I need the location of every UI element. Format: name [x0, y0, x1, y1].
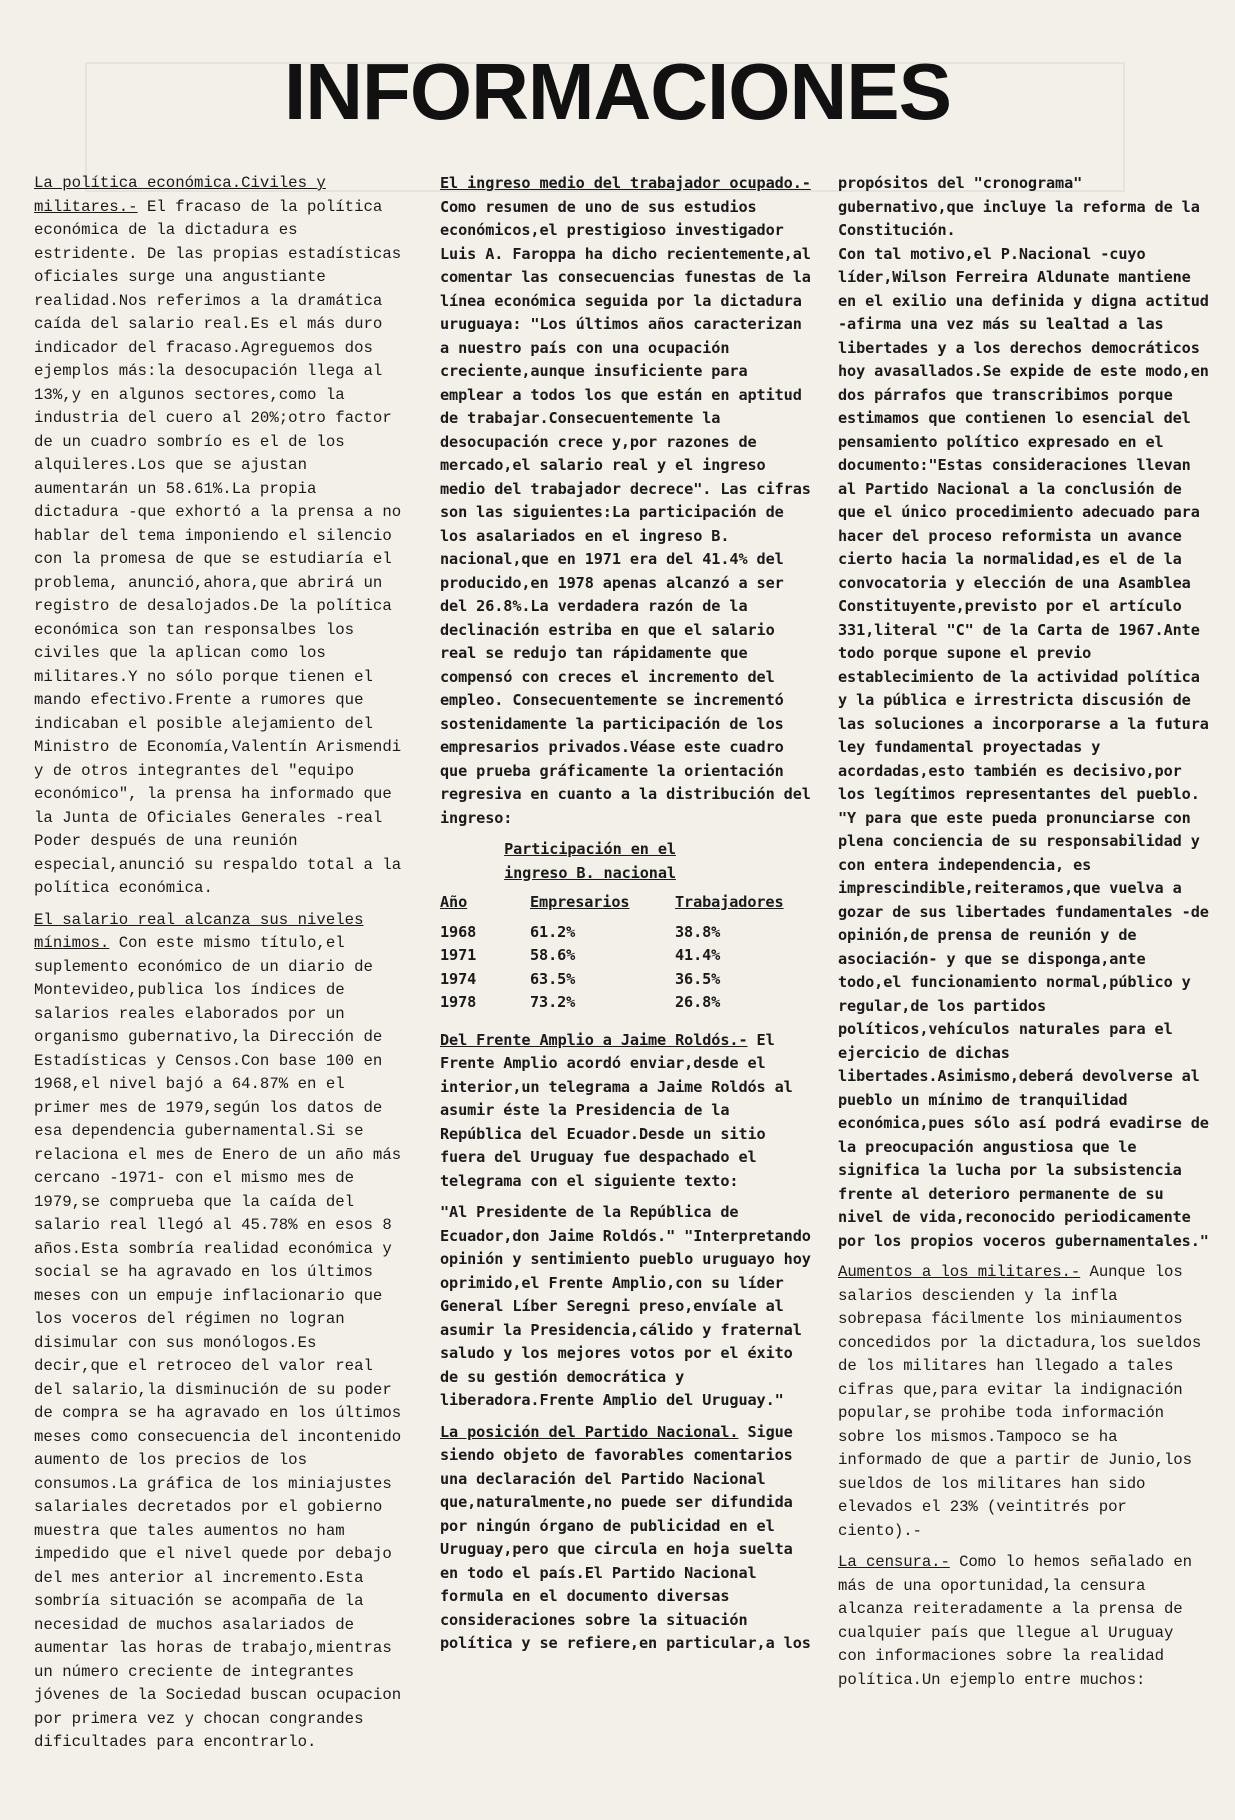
table-title-line-2: ingreso B. nacional: [504, 863, 676, 882]
section-heading: Aumentos a los militares.-: [838, 1263, 1081, 1281]
article-partido-nacional-paragraph: Con tal motivo,el P.Nacional -cuyo líder,Wilson Ferreira Aldunate mantiene en el exilio una definida y digna actitud -afirma una vez más su lealtad a las libertades y a los derechos democráticos hoy avasallados.Se expide de este modo,en dos párrafos que transcribimos porque estimamos que contienen lo esencial del pensamiento político expresado en el documento:"Estas consideraciones llevan al Partido Nacional a la conclusión de que el único procedimiento adecuado para hacer del proceso reformista un avance cierto hacia la normalidad,es el de la convocatoria y elección de una Asamblea Constituyente,previsto por el artículo 331,literal "C" de la Carta de 1967.Ante todo porque supone el previo establecimiento de la actividad política y la pública e irrestricta discusión de las soluciones a incorporarse a la futura ley fundamental proyectadas y acordadas,esto también es decisivo,por los legítimos representantes del pueblo.: [838, 244, 1209, 803]
section-body: Aunque los salarios descienden y la infla sobrepasa fácilmente los miniaumentos concedidos por la dictadura,los sueldos de los militares han llegado a tales cifras que,para evitar la indignación popular,se prohibe toda información sobre los mismos.Tampoco se ha informado de que a partir de Junio,los sueldos de los militares han sido elevados el 23% (veintitrés por ciento).-: [838, 1263, 1202, 1540]
section-heading: Del Frente Amplio a Jaime Roldós.-: [440, 1030, 748, 1049]
section-body: El fracaso de la política económica de la dictadura es estridente. De las propias estadísticas oficiales surge una angustiante realidad.Nos referimos a la dramática caída del salario real.Es el más duro indicador del fracaso.Agreguemos dos ejemplos más:la desocupación llega al 13%,y en algunos sectores,como la industria del cuero al 20%;otro factor de un cuadro sombrío es el de los alquileres.Los que se ajustan aumentarán un 58.61%.La propia dictadura -que exhortó a la prensa a no hablar del tema imponiendo el silencio con la promesa de que se estudiaría el problema, anunció,ahora,que abrirá un registro de desalojados.De la política económica son tan responsalbes los civiles que la aplican como los militares.Y no sólo porque tienen el mando efectivo.Frente a rumores que indicaban el posible alejamiento del Ministro de Economía,Valentín Arismendi y de otros integrantes del "equipo económico", la prensa ha informado que la Junta de Oficiales Generales -real Poder después de una reunión especial,anunció su respaldo total a la política económica.: [34, 197, 402, 897]
table-cell: 63.5%: [530, 969, 576, 988]
table-header-cell: Empresarios: [530, 893, 630, 911]
table-header-row: [440, 891, 812, 915]
article-salario-real: [34, 909, 406, 1755]
table-cell: 1971: [440, 946, 477, 964]
table-title-line-1: Participación en el: [504, 840, 676, 858]
table-header-cell: Año: [440, 893, 468, 911]
article-politica-economica: [34, 172, 406, 901]
section-body: Con este mismo título,el suplemento económico de un diario de Montevideo,publica los índices de salarios reales elaborados por un organismo gubernativo,la Dirección de Estadísticas y Censos.Con base 100 en 1968,el nivel bajó a 64.87% en el primer mes de 1979,según los datos de esa dependencia gubernamental.Si se relaciona el mes de Enero de un año más cercano -1971- con el mismo mes de 1979,se comprueba que la caída del salario real llegó al 45.78% en esos 8 años.Esta sombría realidad económica y social se ha agravado en los últimos meses con un empuje inflacionario que los voceros del régimen no logran disimular con sus monólogos.Es decir,que el retroceo del valor real del salario,la disminución de su poder de compra se ha agravado en los últimos meses como consecuencia del incontenido aumento de los precios de los consumos.La gráfica de los miniajustes salariales decretados por el gobierno muestra que tales aumentos no ham impedido que el nivel quede por debajo del mes anterior al incremento.Esta sombría situación se acompaña de la necesidad de muchos asalariados de aumentar las horas de trabajo,mientras un número creciente de integrantes jóvenes de la Sociedad buscan ocupacion por primera vez y chocan congrandes dificultades para encontrarlo.: [34, 934, 402, 1751]
table-cell: 26.8%: [675, 993, 721, 1011]
column-left: [34, 172, 406, 1800]
table-cell: 41.4%: [675, 946, 721, 964]
article-partido-nacional: [440, 1421, 812, 1656]
table-cell: 1978: [440, 993, 477, 1011]
table-cell: 73.2%: [530, 993, 576, 1011]
table-row: [440, 968, 812, 992]
table-cell: 1974: [440, 969, 477, 988]
participation-table: [440, 838, 812, 1015]
article-partido-nacional-continued: propósitos del "cronograma" gubernativo,que incluye la reforma de la Constitución.: [838, 174, 1200, 239]
section-body: Como lo hemos señalado en más de una oportunidad,la censura alcanza reiteradamente a la prensa de cualquier país que llegue al Uruguay con informaciones sobre la realidad política.Un ejemplo entre muchos:: [838, 1553, 1192, 1689]
table-cell: 61.2%: [530, 922, 576, 941]
article-partido-nacional-quote: "Y para que este pueda pronunciarse con plena conciencia de su responsabilidad y con entera independencia, es imprescindible,reiteramos,que vuelva a gozar de sus libertades fundamentales -de opinión,de prensa de reunión y de asociación- y que se disponga,ante todo,el funcionamiento normal,público y regular,de los partidos políticos,vehículos naturales para el ejercicio de dichas libertades.Asimismo,deberá devolverse al pueblo un mínimo de tranquilidad económica,pues sólo así podrá evadirse de la preocupación angustiosa que le significa la lucha por la subsistencia frente al deterioro permanente de su nivel de vida,reconocido periodicamente por los propios voceros gubernamentales.": [838, 808, 1209, 1250]
table-header-cell: Trabajadores: [675, 893, 784, 911]
column-middle: [440, 172, 812, 1800]
article-censura: [838, 1551, 1210, 1692]
table-row: [440, 944, 812, 968]
section-heading: El salario real alcanza sus niveles mínimos.: [34, 910, 364, 952]
table-cell: 1968: [440, 922, 477, 941]
section-heading: La política económica.Civiles y militares.-: [34, 174, 326, 216]
section-body: Sigue siendo objeto de favorables comentarios una declaración del Partido Nacional que,naturalmente,no puede ser difundida por ningún órgano de publicidad en el Uruguay,pero que circula en hoja suelta en todo el país.El Partido Nacional formula en el documento diversas consideraciones sobre la situación política y se refiere,en particular,a los: [440, 1422, 811, 1652]
telegram-quote: "Al Presidente de la República de Ecuador,don Jaime Roldós." "Interpretando opinión y sentimiento pueblo uruguayo hoy oprimido,el Frente Amplio,con su líder General Líber Seregni preso,envíale al asumir la Presidencia,cálido y fraternal saludo y los mejores votos por el éxito de su gestión democrática y liberadora.Frente Amplio del Uruguay.": [440, 1203, 811, 1409]
section-body: El Frente Amplio acordó enviar,desde el interior,un telegrama a Jaime Roldós al asumir éste la Presidencia de la República del Ecuador.Desde un sitio fuera del Uruguay fue despachado el telegrama con el siguiente texto:: [440, 1030, 793, 1190]
table-row: [440, 991, 812, 1015]
table-cell: 58.6%: [530, 946, 576, 964]
article-frente-amplio: [440, 1029, 812, 1194]
table-cell: 36.5%: [675, 969, 721, 988]
article-aumentos-militares: [838, 1261, 1210, 1543]
section-heading: El ingreso medio del trabajador ocupado.-: [440, 174, 811, 192]
section-heading: La posición del Partido Nacional.: [440, 1422, 739, 1441]
section-heading: La censura.-: [838, 1553, 950, 1571]
article-ingreso-medio: [440, 172, 812, 830]
column-right: [838, 172, 1210, 1800]
page-title: INFORMACIONES: [284, 47, 951, 136]
table-row: [440, 921, 812, 945]
section-body: Como resumen de uno de sus estudios económicos,el prestigioso investigador Luis A. Faroppa ha dicho recientemente,al comentar las consecuencias funestas de la línea económica seguida por la dictadura uruguaya: "Los últimos años caracterizan a nuestro país con una ocupación creciente,aunque insuficiente para emplear a todos los que están en aptitud de trabajar.Consecuentemente la desocupación crece y,por razones de mercado,el salario real y el ingreso medio del trabajador decrece". Las cifras son las siguientes:La participación de los asalariados en el ingreso B. nacional,que en 1971 era del 41.4% del producido,en 1978 apenas alcanzó a ser del 26.8%.La verdadera razón de la declinación estriba en que el salario real se redujo tan rápidamente que compensó con creces el incremento del empleo. Consecuentemente se incrementó sostenidamente la participación de los empresarios privados.Véase este cuadro que prueba gráficamente la orientación regresiva en cuanto a la distribución del ingreso:: [440, 197, 811, 827]
table-cell: 38.8%: [675, 922, 721, 941]
